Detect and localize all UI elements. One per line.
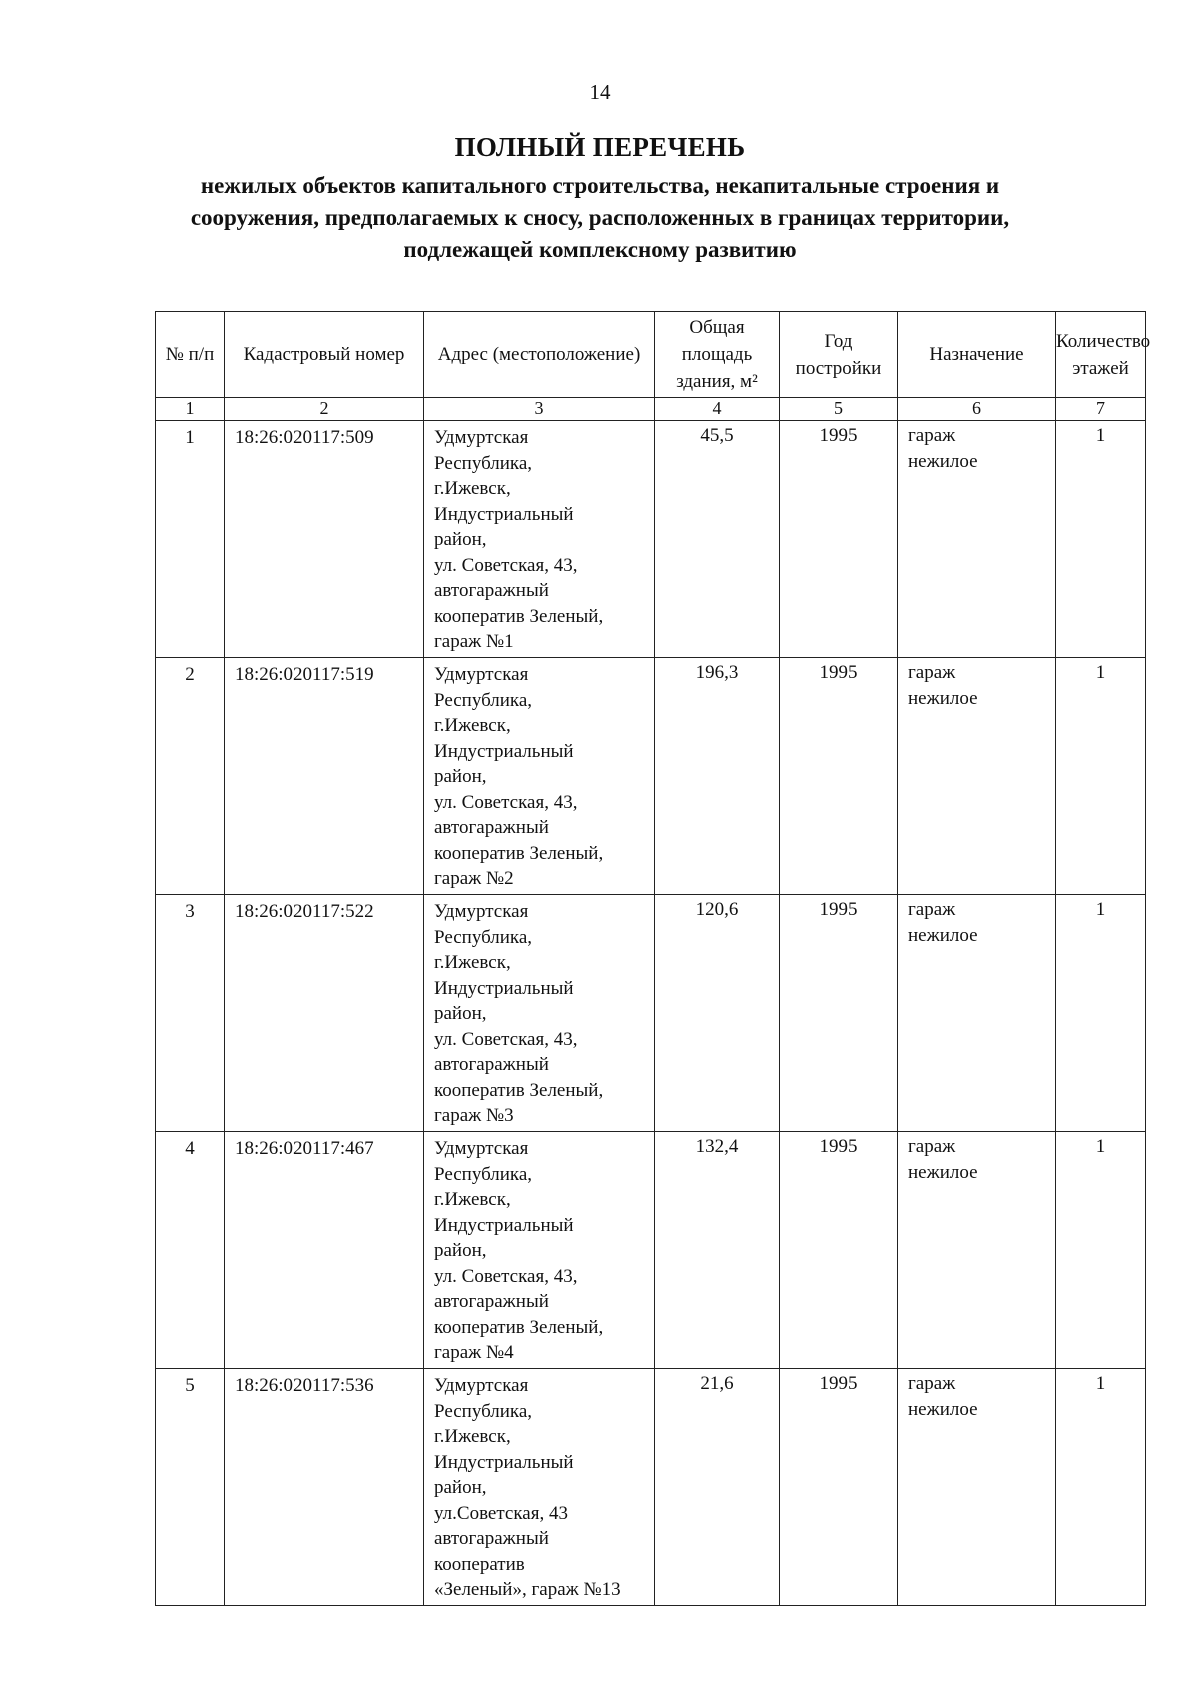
cadastral-number: 18:26:020117:522 — [225, 895, 424, 1132]
floors: 1 — [1056, 658, 1146, 895]
column-number: 4 — [655, 398, 780, 421]
address: Удмуртская Республика, г.Ижевск, Индустриальный район, ул. Советская, 43, автогаражный кооператив Зеленый, гараж №3 — [424, 895, 655, 1132]
cadastral-number: 18:26:020117:467 — [225, 1132, 424, 1369]
area: 120,6 — [655, 895, 780, 1132]
cadastral-number: 18:26:020117:509 — [225, 421, 424, 658]
column-number: 2 — [225, 398, 424, 421]
address: Удмуртская Республика, г.Ижевск, Индустриальный район, ул. Советская, 43, автогаражный кооператив Зеленый, гараж №2 — [424, 658, 655, 895]
row-number: 3 — [156, 895, 225, 1132]
purpose: гараж нежилое — [898, 658, 1056, 895]
table-row — [156, 1369, 1146, 1606]
header-purpose: Назначение — [898, 312, 1056, 398]
header-floors: Количество этажей — [1056, 312, 1146, 398]
purpose: гараж нежилое — [898, 1132, 1056, 1369]
header-area: Общая площадь здания, м² — [655, 312, 780, 398]
purpose: гараж нежилое — [898, 421, 1056, 658]
table-row — [156, 421, 1146, 658]
column-number: 7 — [1056, 398, 1146, 421]
table-row — [156, 658, 1146, 895]
floors: 1 — [1056, 1369, 1146, 1606]
table-row — [156, 1132, 1146, 1369]
address: Удмуртская Республика, г.Ижевск, Индустриальный район, ул. Советская, 43, автогаражный кооператив Зеленый, гараж №1 — [424, 421, 655, 658]
area: 21,6 — [655, 1369, 780, 1606]
column-number: 3 — [424, 398, 655, 421]
row-number: 1 — [156, 421, 225, 658]
floors: 1 — [1056, 1132, 1146, 1369]
column-number: 1 — [156, 398, 225, 421]
row-number: 4 — [156, 1132, 225, 1369]
objects-table — [155, 311, 1151, 1606]
cadastral-number: 18:26:020117:519 — [225, 658, 424, 895]
purpose: гараж нежилое — [898, 1369, 1056, 1606]
table-row — [156, 895, 1146, 1132]
purpose: гараж нежилое — [898, 895, 1056, 1132]
page-number: 14 — [589, 80, 611, 104]
header-cadastral: Кадастровый номер — [225, 312, 424, 398]
address: Удмуртская Республика, г.Ижевск, Индустриальный район, ул. Советская, 43, автогаражный кооператив Зеленый, гараж №4 — [424, 1132, 655, 1369]
area: 196,3 — [655, 658, 780, 895]
table-header-row — [156, 312, 1146, 398]
construction-year: 1995 — [780, 658, 898, 895]
construction-year: 1995 — [780, 1132, 898, 1369]
construction-year: 1995 — [780, 1369, 898, 1606]
header-no: № п/п — [156, 312, 225, 398]
column-number: 6 — [898, 398, 1056, 421]
cadastral-number: 18:26:020117:536 — [225, 1369, 424, 1606]
address: Удмуртская Республика, г.Ижевск, Индустриальный район, ул.Советская, 43 автогаражный кооператив «Зеленый», гараж №13 — [424, 1369, 655, 1606]
column-number-row — [156, 398, 1146, 421]
area: 45,5 — [655, 421, 780, 658]
row-number: 5 — [156, 1369, 225, 1606]
header-address: Адрес (местоположение) — [424, 312, 655, 398]
column-number: 5 — [780, 398, 898, 421]
document-subtitle: нежилых объектов капитального строительства, некапитальные строения и сооружения, предполагаемых к сносу, расположенных в границах территории, подлежащей комплексному развитию — [190, 173, 1010, 262]
construction-year: 1995 — [780, 421, 898, 658]
row-number: 2 — [156, 658, 225, 895]
header-year: Год постройки — [780, 312, 898, 398]
floors: 1 — [1056, 895, 1146, 1132]
floors: 1 — [1056, 421, 1146, 658]
construction-year: 1995 — [780, 895, 898, 1132]
document-title: ПОЛНЫЙ ПЕРЕЧЕНЬ — [454, 132, 746, 162]
area: 132,4 — [655, 1132, 780, 1369]
